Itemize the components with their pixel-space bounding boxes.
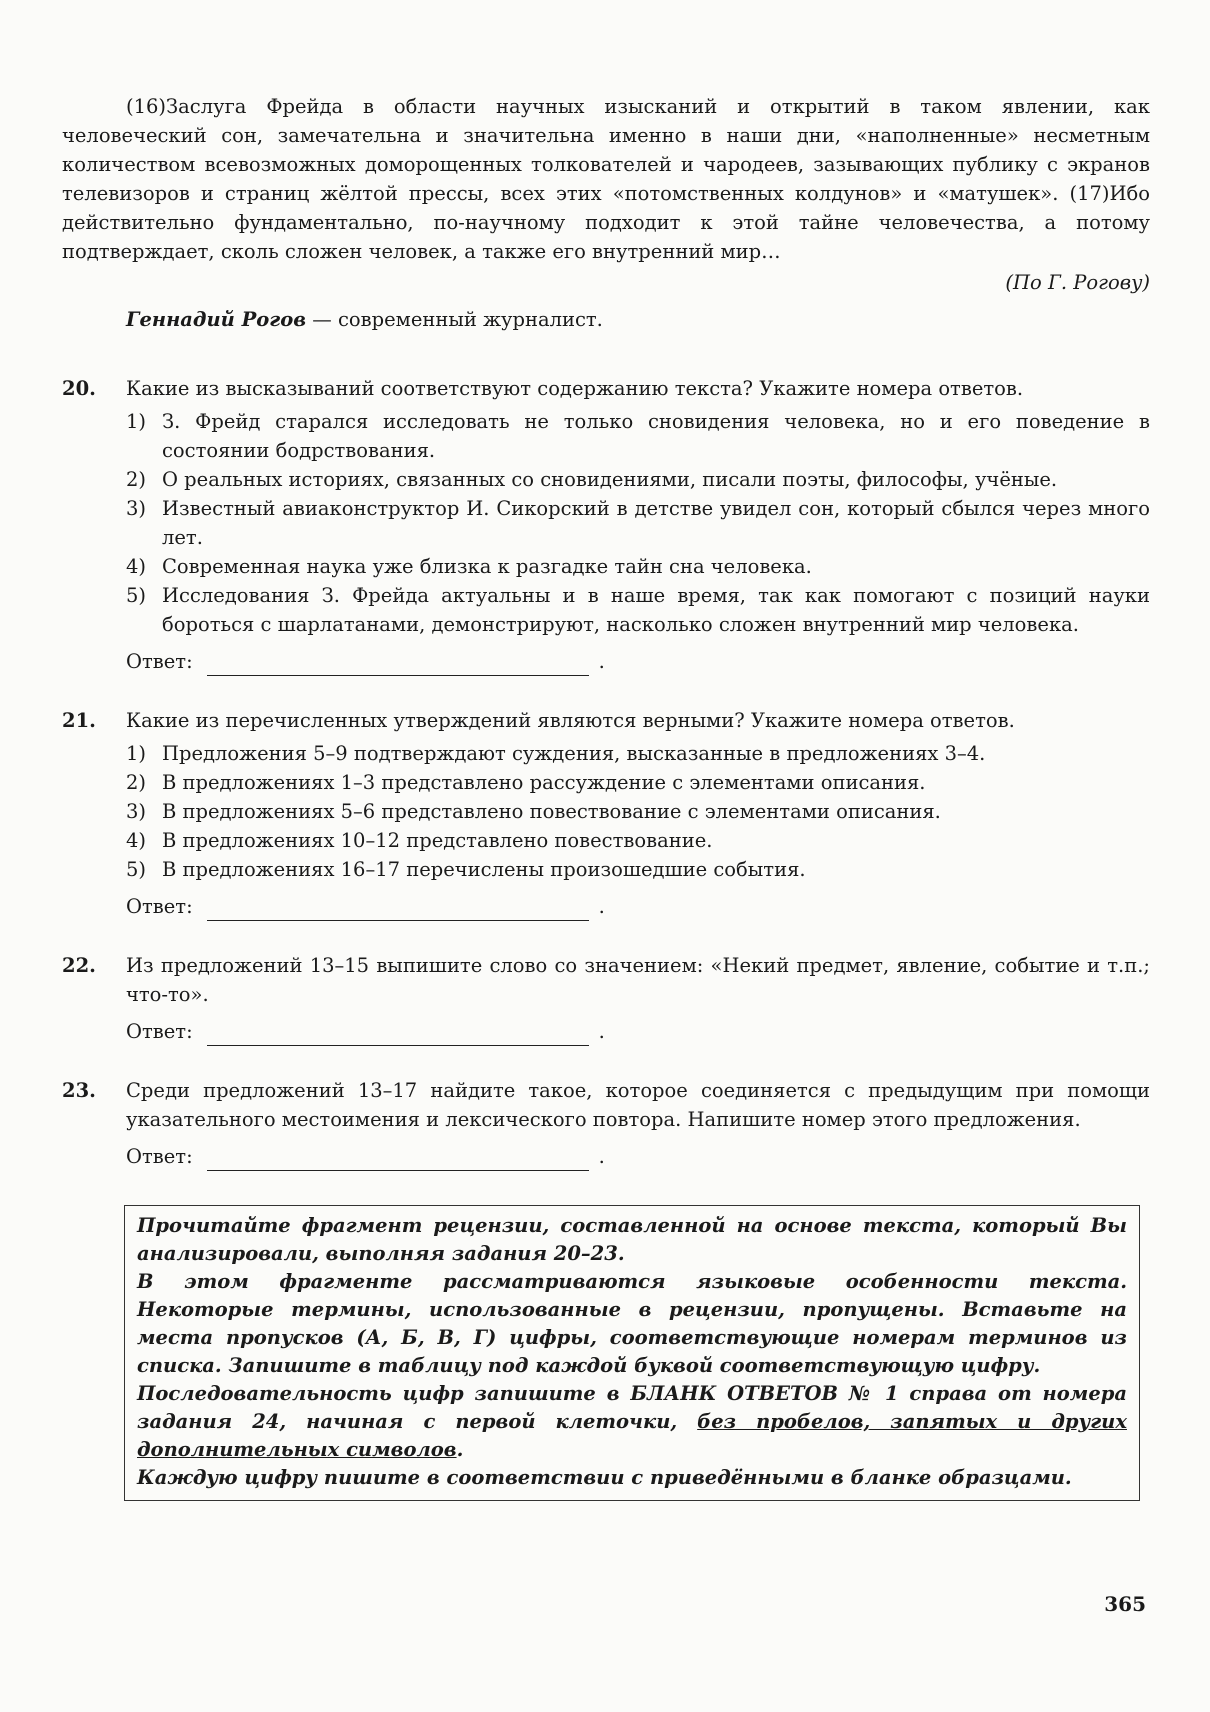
task-number: 20. [62, 377, 96, 400]
option-item [126, 826, 1150, 855]
task-question: Какие из перечисленных утверждений являются верными? Укажите номера ответов. [126, 709, 1015, 732]
option-item [126, 855, 1150, 884]
option-item [126, 768, 1150, 797]
option-text: Современная наука уже близка к разгадке тайн сна человека. [162, 555, 812, 578]
author-description: — современный журналист. [306, 308, 603, 331]
answer-field[interactable] [207, 1150, 589, 1171]
option-text: О реальных историях, связанных со сновидениями, писали поэты, философы, учёные. [162, 468, 1058, 491]
answer-row [126, 1142, 1150, 1171]
instruction-paragraph: Каждую цифру пишите в соответствии с приведёнными в бланке образцами. [137, 1466, 1072, 1489]
answer-label: Ответ: [126, 1020, 193, 1043]
answer-field[interactable] [207, 655, 589, 676]
option-item [126, 739, 1150, 768]
option-number: 1) [126, 742, 147, 765]
option-text: В предложениях 10–12 представлено повествование. [162, 829, 713, 852]
option-item [126, 797, 1150, 826]
answer-label: Ответ: [126, 1145, 193, 1168]
instruction-underlined-text: без пробелов, запятых и других дополнительных символов [137, 1410, 1127, 1461]
instruction-text-end: . [456, 1438, 464, 1461]
answer-dot: . [598, 895, 605, 918]
option-number: 3) [126, 800, 147, 823]
author-name: Геннадий Рогов [126, 308, 307, 331]
option-number: 2) [126, 468, 147, 491]
answer-field[interactable] [207, 900, 589, 921]
answer-row [126, 892, 1150, 921]
task-number: 21. [62, 709, 96, 732]
option-text: З. Фрейд старался исследовать не только сновидения человека, но и его поведение в состоянии бодрствования. [162, 410, 1150, 462]
author-note [126, 305, 1150, 334]
answer-row [126, 1017, 1150, 1046]
option-number: 1) [126, 410, 147, 433]
option-text: Исследования З. Фрейда актуальны и в наше время, так как помогают с позиций науки бороться с шарлатанами, демонстрируют, насколько сложен внутренний мир человека. [162, 584, 1150, 636]
task-23 [62, 1076, 1150, 1171]
instruction-paragraph: В этом фрагменте рассматриваются языковые особенности текста. Некоторые термины, использованные в рецензии, пропущены. Вставьте на места пропусков (А, Б, В, Г) цифры, соответствующие номерам терминов из списка. Запишите в таблицу под каждой буквой соответствующую цифру. [137, 1270, 1127, 1377]
answer-row [126, 647, 1150, 676]
answer-dot: . [598, 1145, 605, 1168]
option-number: 4) [126, 555, 147, 578]
instructions-box [124, 1205, 1140, 1501]
options-list [126, 739, 1150, 884]
text-paragraph: (16)Заслуга Фрейда в области научных изысканий и открытий в таком явлении, как человеческий сон, замечательна и значительна именно в наши дни, «наполненные» несметным количеством всевозможных доморощенных толкователей и чародеев, зазывающих публику с экранов телевизоров и страниц жёлтой прессы, всех этих «потомственных колдунов» и «матушек». (17)Ибо действительно фундаментально, по-научному подходит к этой тайне человечества, а потому подтверждает, сколь сложен человек, а также его внутренний мир… [62, 95, 1150, 263]
option-item [126, 552, 1150, 581]
task-21 [62, 706, 1150, 921]
answer-field[interactable] [207, 1025, 589, 1046]
option-item [126, 581, 1150, 639]
answer-label: Ответ: [126, 895, 193, 918]
answer-label: Ответ: [126, 650, 193, 673]
option-text: Предложения 5–9 подтверждают суждения, высказанные в предложениях 3–4. [162, 742, 986, 765]
page-content [62, 92, 1150, 1501]
option-text: В предложениях 1–3 представлено рассуждение с элементами описания. [162, 771, 926, 794]
task-22 [62, 951, 1150, 1046]
task-question: Какие из высказываний соответствуют содержанию текста? Укажите номера ответов. [126, 377, 1024, 400]
answer-dot: . [598, 650, 605, 673]
task-number: 22. [62, 954, 96, 977]
option-item [126, 494, 1150, 552]
option-text: В предложениях 5–6 представлено повествование с элементами описания. [162, 800, 941, 823]
option-number: 4) [126, 829, 147, 852]
instruction-paragraph [137, 1380, 1127, 1464]
option-number: 5) [126, 584, 147, 607]
options-list [126, 407, 1150, 639]
task-question: Среди предложений 13–17 найдите такое, которое соединяется с предыдущим при помощи указательного местоимения и лексического повтора. Напишите номер этого предложения. [126, 1079, 1150, 1131]
task-20 [62, 374, 1150, 676]
text-source: (По Г. Рогову) [1005, 271, 1150, 294]
instruction-paragraph: Прочитайте фрагмент рецензии, составленной на основе текста, который Вы анализировали, выполняя задания 20–23. [137, 1214, 1127, 1265]
option-item [126, 407, 1150, 465]
task-question: Из предложений 13–15 выпишите слово со значением: «Некий предмет, явление, событие и т.п.; что-то». [126, 954, 1150, 1006]
option-number: 5) [126, 858, 147, 881]
instruction-text: Последовательность цифр запишите в БЛАНК ОТВЕТОВ № 1 справа от номера задания 24, начиная с первой клеточки, [137, 1382, 1127, 1433]
option-item [126, 465, 1150, 494]
option-text: Известный авиаконструктор И. Сикорский в детстве увидел сон, который сбылся через много лет. [162, 497, 1150, 549]
option-number: 3) [126, 497, 147, 520]
page-number: 365 [1104, 1592, 1146, 1616]
option-text: В предложениях 16–17 перечислены произошедшие события. [162, 858, 806, 881]
answer-dot: . [598, 1020, 605, 1043]
option-number: 2) [126, 771, 147, 794]
task-number: 23. [62, 1079, 96, 1102]
